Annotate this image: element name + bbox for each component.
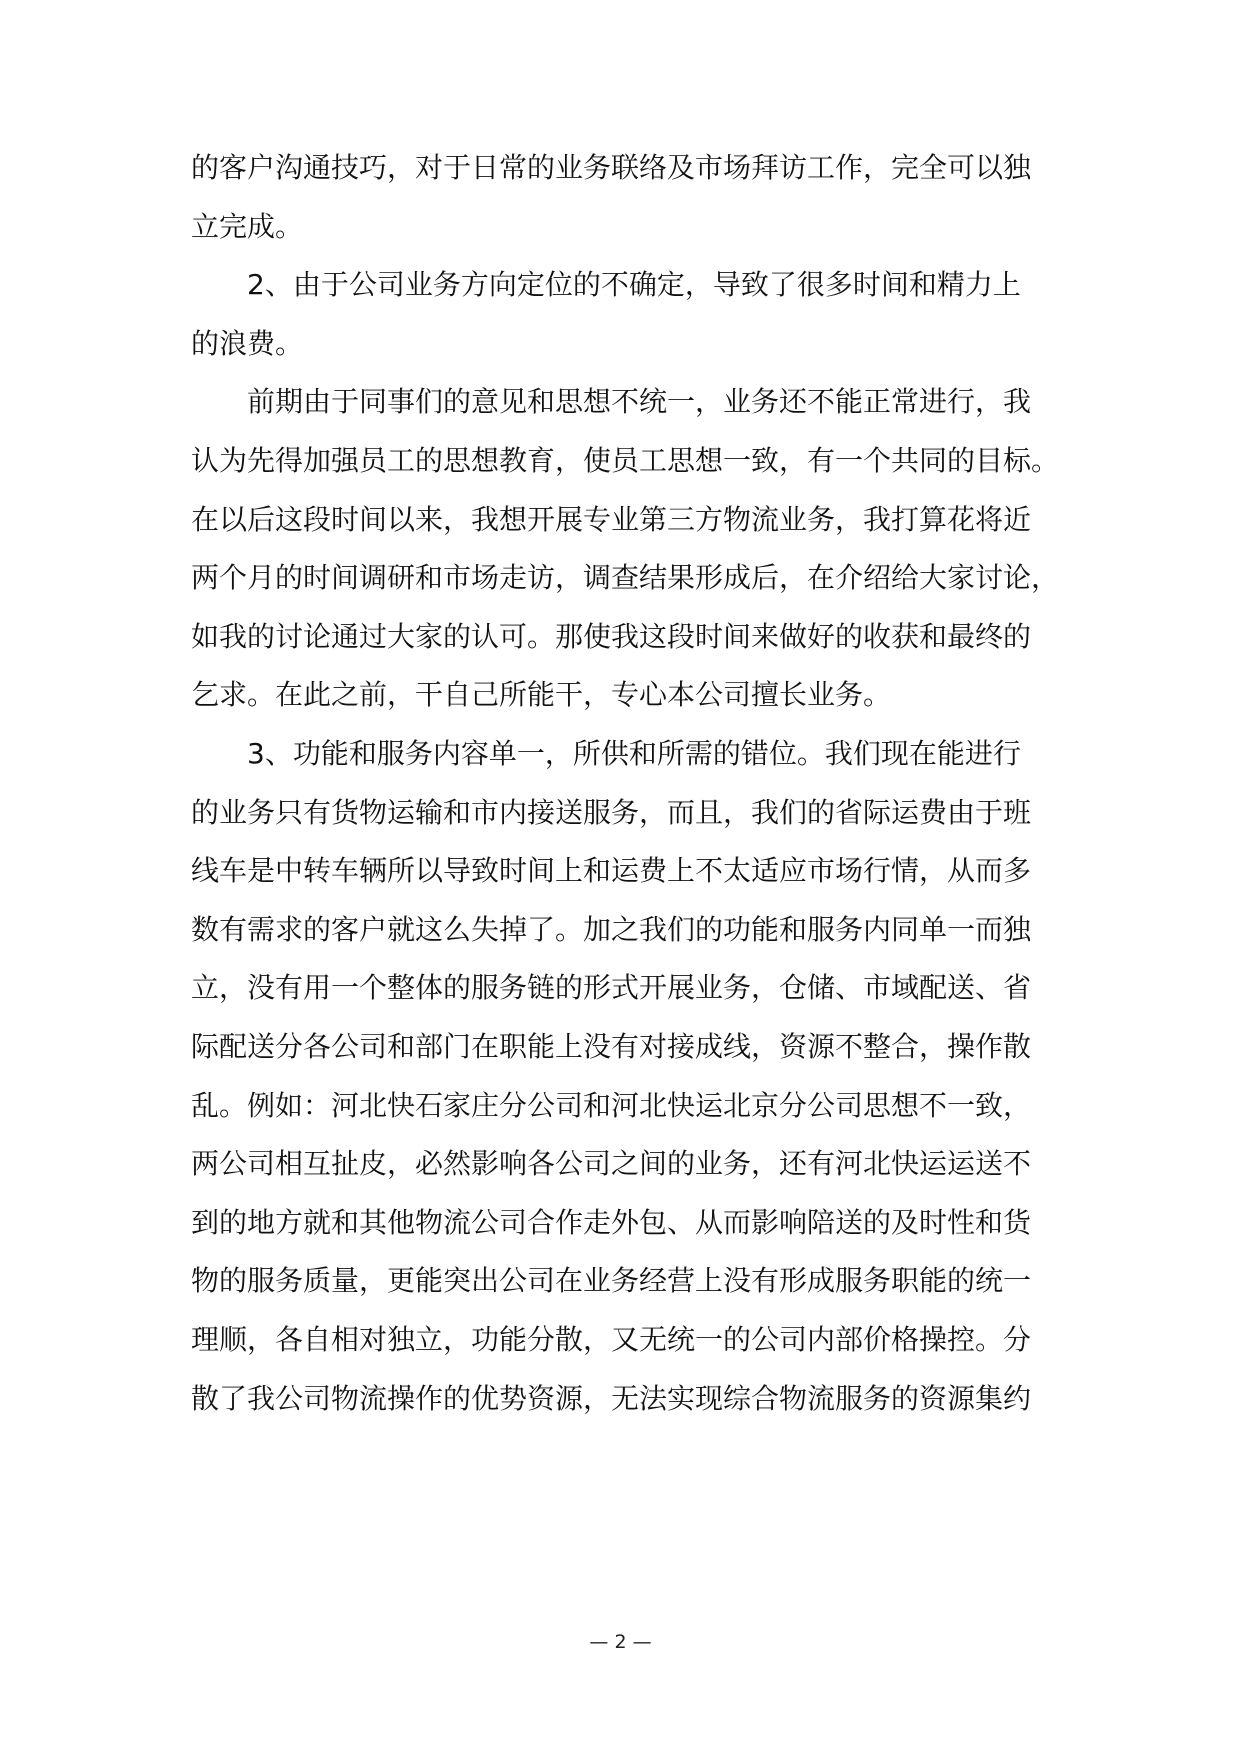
- text-line: 两公司相互扯皮，必然影响各公司之间的业务，还有河北快运运送不: [191, 1147, 1032, 1180]
- text-line: 两个月的时间调研和市场走访，调查结果形成后，在介绍给大家讨论，: [191, 561, 1060, 594]
- text-line: 前期由于同事们的意见和思想不统一，业务还不能正常进行，我: [247, 385, 1032, 418]
- page-number: — 2 —: [589, 1631, 652, 1653]
- text-line: 乱。例如：河北快石家庄分公司和河北快运北京分公司思想不一致，: [191, 1089, 1032, 1122]
- text-line: 物的服务质量，更能突出公司在业务经营上没有形成服务职能的统一: [191, 1264, 1032, 1297]
- text-line: 的客户沟通技巧，对于日常的业务联络及市场拜访工作，完全可以独: [191, 151, 1032, 184]
- text-line: 散了我公司物流操作的优势资源，无法实现综合物流服务的资源集约: [191, 1382, 1032, 1415]
- text-line: 立完成。: [191, 210, 304, 243]
- text-line: 的业务只有货物运输和市内接送服务，而且，我们的省际运费由于班: [191, 796, 1032, 829]
- text-line: 立，没有用一个整体的服务链的形式开展业务，仓储、市域配送、省: [191, 971, 1032, 1004]
- text-line: 际配送分各公司和部门在职能上没有对接成线，资源不整合，操作散: [191, 1030, 1032, 1063]
- text-line: 如我的讨论通过大家的认可。那使我这段时间来做好的收获和最终的: [191, 620, 1032, 653]
- text-line: 2、由于公司业务方向定位的不确定，导致了很多时间和精力上: [247, 268, 1021, 301]
- text-line: 到的地方就和其他物流公司合作走外包、从而影响陪送的及时性和货: [191, 1206, 1032, 1239]
- text-line: 理顺，各自相对独立，功能分散，又无统一的公司内部价格操控。分: [191, 1323, 1032, 1356]
- text-line: 认为先得加强员工的思想教育，使员工思想一致，有一个共同的目标。: [191, 444, 1060, 477]
- text-line: 乞求。在此之前，干自己所能干，专心本公司擅长业务。: [191, 678, 892, 711]
- text-line: 在以后这段时间以来，我想开展专业第三方物流业务，我打算花将近: [191, 503, 1032, 536]
- text-line: 线车是中转车辆所以导致时间上和运费上不太适应市场行情，从而多: [191, 854, 1032, 887]
- text-line: 数有需求的客户就这么失掉了。加之我们的功能和服务内同单一而独: [191, 913, 1032, 946]
- text-line: 的浪费。: [191, 327, 304, 360]
- text-line: 3、功能和服务内容单一，所供和所需的错位。我们现在能进行: [247, 737, 1021, 770]
